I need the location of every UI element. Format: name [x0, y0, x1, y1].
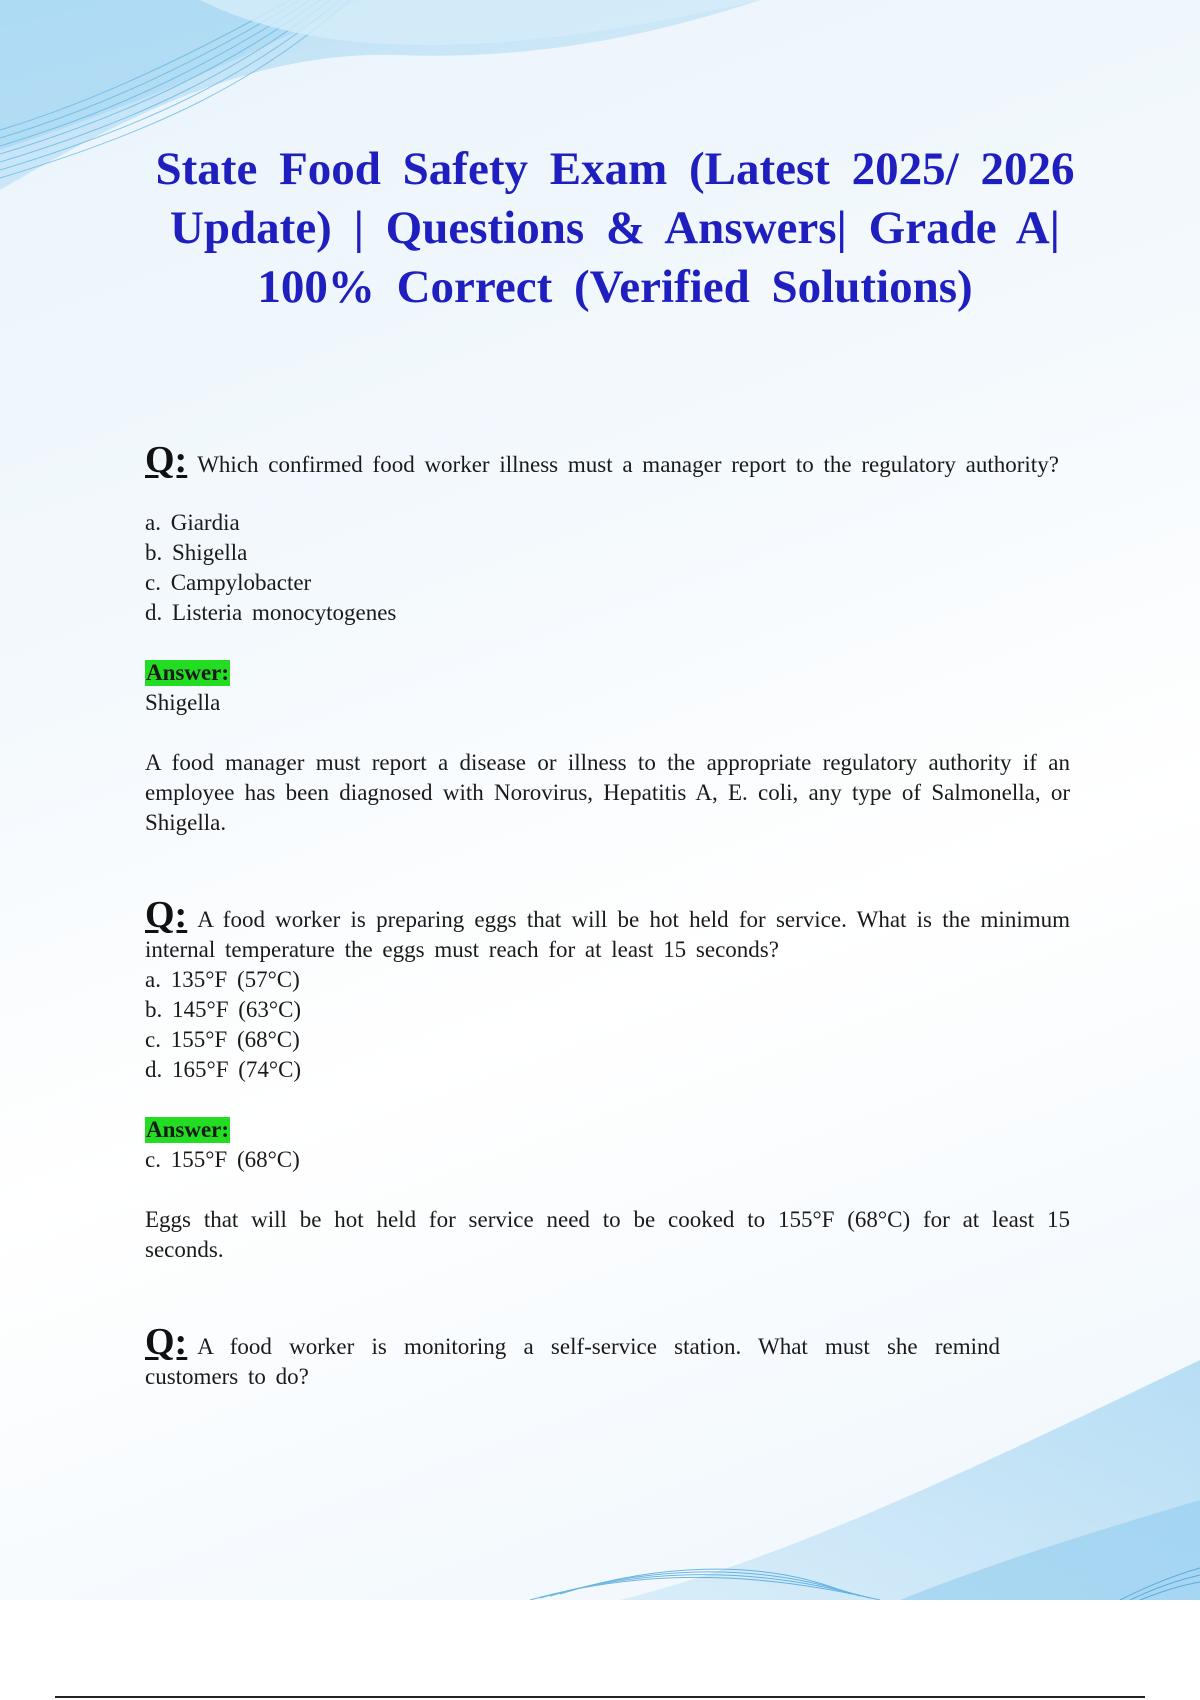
option-item: c. 155°F (68°C)	[145, 1027, 300, 1052]
answer-block	[145, 1115, 1070, 1175]
question-text-1	[145, 439, 1070, 481]
option-item: a. Giardia	[145, 510, 240, 535]
answer-label: Answer:	[146, 660, 230, 685]
question-text-3	[145, 1321, 1070, 1392]
question-block	[145, 894, 1070, 1265]
option-item: c. Campylobacter	[145, 570, 312, 595]
option-item: b. 145°F (63°C)	[145, 997, 302, 1022]
option-item: d. 165°F (74°C)	[145, 1057, 302, 1082]
question-block	[145, 439, 1070, 838]
option-list	[145, 965, 1070, 1085]
answer-explanation: A food manager must report a disease or illness to the appropriate regulatory authority if an employee has been diagnosed with Norovirus, Hepatitis A, E. coli, any type of Salmonella, or Shigella.	[145, 750, 1070, 835]
question-label: Q:	[145, 1321, 188, 1363]
question-body: Which confirmed food worker illness must a manager report to the regulatory authority?	[197, 452, 1059, 477]
question-text-2	[145, 894, 1070, 965]
footer-divider	[55, 1696, 1145, 1698]
answer-explanation: Eggs that will be hot held for service need to be cooked to 155°F (68°C) for at least 15 seconds.	[145, 1207, 1070, 1262]
answer-text: Shigella	[145, 690, 221, 715]
qa-content	[145, 439, 1070, 1392]
document-title: State Food Safety Exam (Latest 2025/ 2026 Update) | Questions & Answers| Grade A| 100% Correct (Verified Solutions)	[155, 143, 1075, 313]
question-body: A food worker is monitoring a self-service station. What must she remind customers to do?	[145, 1334, 1000, 1389]
option-item: b. Shigella	[145, 540, 248, 565]
question-body: A food worker is preparing eggs that will be hot held for service. What is the minimum internal temperature the eggs must reach for at least 15 seconds?	[145, 907, 1070, 962]
option-list	[145, 508, 1070, 628]
option-item: d. Listeria monocytogenes	[145, 600, 397, 625]
question-label: Q:	[145, 439, 188, 481]
question-label: Q:	[145, 894, 188, 936]
answer-label: Answer:	[146, 1117, 230, 1142]
answer-text: c. 155°F (68°C)	[145, 1147, 300, 1172]
option-item: a. 135°F (57°C)	[145, 967, 300, 992]
question-block	[145, 1321, 1070, 1392]
answer-block	[145, 658, 1070, 718]
